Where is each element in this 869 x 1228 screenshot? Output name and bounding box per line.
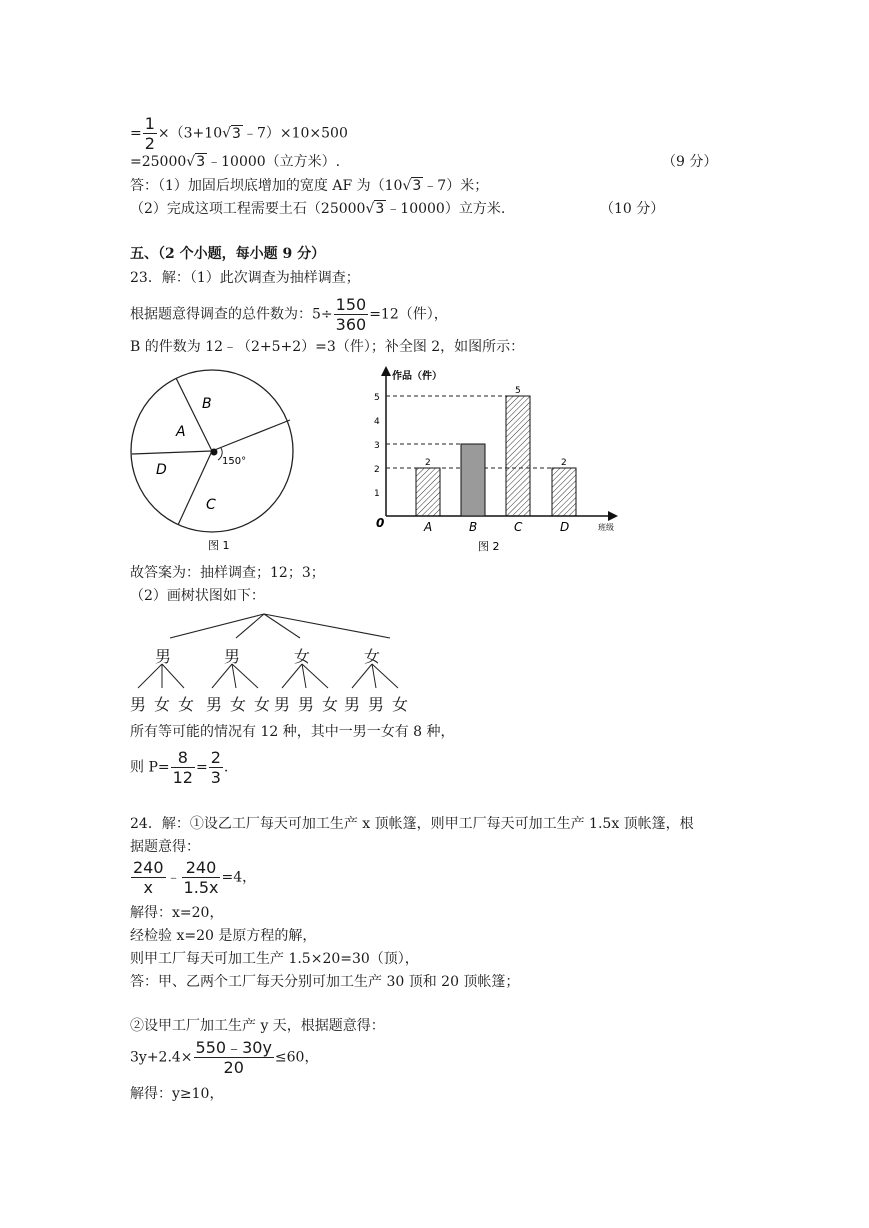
x-tick-label: A xyxy=(424,520,433,534)
fraction: $\frac{2}{3}$ xyxy=(210,748,221,787)
y-tick-label: 3 xyxy=(374,441,380,451)
q23-part2: （2）画树状图如下： xyxy=(130,588,265,604)
y-axis-arrow xyxy=(381,366,391,376)
x-axis-label: 班级 xyxy=(598,523,614,532)
pie-label-b: B xyxy=(202,396,212,412)
bar-value-label: 2 xyxy=(561,458,567,468)
answer-line-2: （2）完成这项工程需要土石（25000√3 ﹣10000）立方米. xyxy=(130,201,506,217)
x-tick-label: B xyxy=(469,520,478,534)
y-tick-label: 2 xyxy=(374,465,380,475)
q23-answer: 故答案为：抽样调查；12；3； xyxy=(130,565,325,581)
q24-solution: 解得：x=20， xyxy=(130,905,224,921)
fraction: $\frac{550﹣30y}{20}$ xyxy=(195,1038,272,1077)
q24-inequality: 3y+2.4× $\frac{550﹣30y}{20}$ ≤60， xyxy=(130,1038,319,1077)
tree-leaf: 女 xyxy=(154,695,171,714)
tree-leaf: 男 xyxy=(298,695,315,714)
pie-center xyxy=(211,449,218,456)
calc-line-1: = $\frac{1}{2}$ ×（3+10√3 ﹣7）×10×500 xyxy=(130,114,348,153)
pie-divider xyxy=(212,420,290,451)
answer-line-1: 答：（1）加固后坝底增加的宽度 AF 为（10√3 ﹣7）米； xyxy=(130,178,489,194)
tree-leaf: 女 xyxy=(392,695,409,714)
tree-leaf: 女 xyxy=(178,695,195,714)
fraction: $\frac{240}{1.5x}$ xyxy=(183,858,219,897)
q24-equation: $\frac{240}{x}$ ﹣ $\frac{240}{1.5x}$ =4， xyxy=(133,858,257,897)
tree-node: 男 xyxy=(155,647,172,666)
q23-probability: 则 P= $\frac{8}{12}$ = $\frac{2}{3}$ . xyxy=(130,748,229,787)
tree-leaf: 女 xyxy=(254,695,271,714)
tree-node: 男 xyxy=(224,647,241,666)
origin-label: 0 xyxy=(376,516,385,530)
pie-divider xyxy=(176,378,212,451)
x-tick-label: C xyxy=(514,520,523,534)
tree-leaf: 女 xyxy=(322,695,339,714)
x-tick-label: D xyxy=(560,520,570,534)
y-axis-label: 作品（件） xyxy=(392,371,442,382)
q24-answer: 答：甲、乙两个工厂每天分别可加工生产 30 顶和 20 顶帐篷； xyxy=(130,974,520,990)
score-9: （9 分） xyxy=(662,154,718,170)
q23-line-2: 根据题意得调查的总件数为：5÷ $\frac{150}{360}$ =12（件）， xyxy=(130,295,448,334)
angle-label: 150° xyxy=(222,456,247,467)
fraction: $\frac{150}{360}$ xyxy=(335,295,367,334)
y-tick-label: 1 xyxy=(374,489,380,499)
bar-value-label: 5 xyxy=(515,386,521,396)
pie-divider xyxy=(178,451,212,525)
bar-c xyxy=(506,396,530,516)
pie-divider xyxy=(132,451,212,454)
tree-leaf: 男 xyxy=(274,695,291,714)
q23-line-1: 23．解：（1）此次调查为抽样调查； xyxy=(130,270,360,286)
tree-node: 女 xyxy=(294,647,311,666)
bar-d xyxy=(552,468,576,516)
q24-line-1b: 据题意得： xyxy=(130,839,200,855)
tree-leaf: 男 xyxy=(130,695,147,714)
tree-leaf: 男 xyxy=(344,695,361,714)
y-tick-label: 4 xyxy=(374,417,380,427)
tree-node: 女 xyxy=(364,647,381,666)
score-10: （10 分） xyxy=(600,201,665,217)
q24-solution-2: 解得：y≥10， xyxy=(130,1086,224,1102)
figure-2-caption: 图 2 xyxy=(478,540,500,553)
q24-part2: ②设甲工厂加工生产 y 天，根据题意得： xyxy=(130,1018,385,1034)
q24-check: 经检验 x=20 是原方程的解， xyxy=(130,928,317,944)
pie-label-d: D xyxy=(156,462,167,478)
bar-a xyxy=(416,468,440,516)
section-heading: 五、（2 个小题，每小题 9 分） xyxy=(130,246,326,262)
tree-leaf: 女 xyxy=(230,695,247,714)
pie-label-a: A xyxy=(176,424,186,440)
q24-line-1: 24．解：①设乙工厂每天可加工生产 x 顶帐篷，则甲工厂每天可加工生产 1.5x 顶帐篷，根 xyxy=(130,816,694,832)
figure-2-bar-chart xyxy=(366,362,626,558)
figure-1-pie xyxy=(128,364,308,560)
q24-then: 则甲工厂每天可加工生产 1.5×20=30（顶）， xyxy=(130,951,419,967)
figure-1-caption: 图 1 xyxy=(208,539,230,552)
fraction: $\frac{8}{12}$ xyxy=(172,748,193,787)
pie-label-c: C xyxy=(206,497,216,513)
bar-value-label: 2 xyxy=(425,458,431,468)
tree-leaf: 男 xyxy=(368,695,385,714)
bar-b xyxy=(461,444,485,516)
q23-line-3: B 的件数为 12﹣（2+5+2）=3（件）；补全图 2，如图所示： xyxy=(130,339,525,355)
fraction: $\frac{240}{x}$ xyxy=(133,858,164,897)
fraction: $\frac{1}{2}$ xyxy=(144,114,155,153)
y-tick-label: 5 xyxy=(374,393,380,403)
x-axis-arrow xyxy=(608,511,618,521)
q23-all-cases: 所有等可能的情况有 12 种，其中一男一女有 8 种， xyxy=(130,724,455,740)
calc-line-2: =25000√3 ﹣10000（立方米）. xyxy=(130,154,341,170)
tree-leaf: 男 xyxy=(206,695,223,714)
